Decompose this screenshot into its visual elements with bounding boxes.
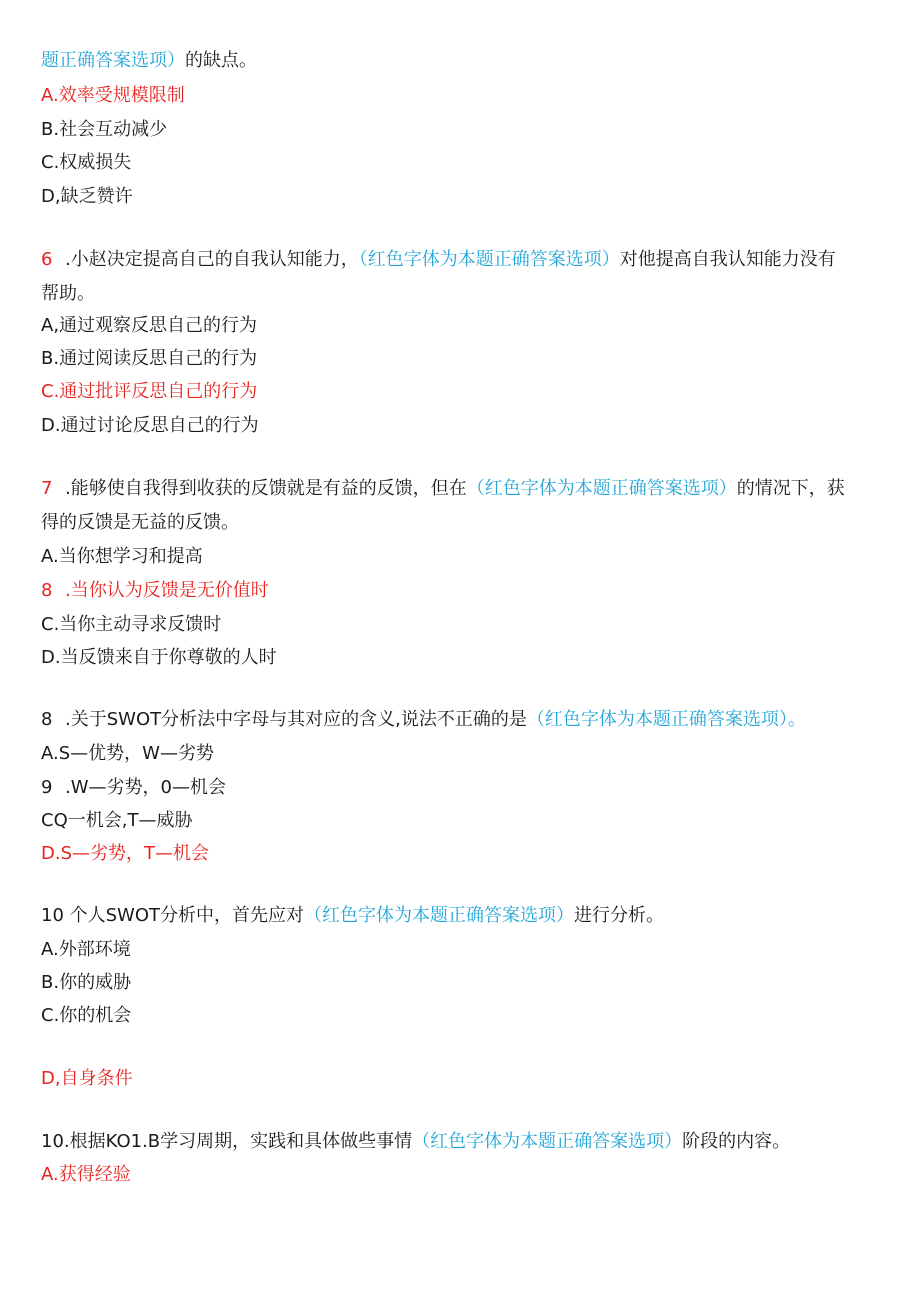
q8-number: 8: [41, 709, 53, 730]
option-number: 9: [41, 777, 53, 798]
q10-swot-option-a: A.外部环境: [41, 939, 131, 960]
stem-text: .小赵决定提高自己的自我认知能力，: [65, 249, 359, 270]
q10-cycle-stem: [41, 1129, 870, 1155]
q6-option-c: C.通过批评反思自己的行为: [41, 381, 258, 402]
q8-option-d: D.S—劣势，T—机会: [41, 843, 210, 864]
answer-placeholder: （红色字体为本题正确答案选项）: [358, 249, 620, 270]
q10-swot-option-b: B.你的威胁: [41, 972, 132, 993]
stem-text: 进行分析。: [574, 905, 665, 926]
answer-placeholder: （红色字体为本题正确答案选项）: [412, 1131, 683, 1152]
q6-option-a: A,通过观察反思自己的行为: [41, 315, 258, 336]
q10-swot-option-c: C.你的机会: [41, 1005, 132, 1026]
stem-text: 的情况下，获: [736, 478, 845, 499]
q6-stem-cont: 帮助。: [41, 283, 95, 304]
stem-text: 10 个人SWOT分析中，首先应对: [41, 905, 305, 926]
q7-number: 7: [41, 478, 53, 499]
stem-text: .能够使自我得到收获的反馈就是有益的反馈，但在: [65, 478, 467, 499]
stem-text: 10.根据KO1.B学习周期，实践和具体做些事情: [41, 1131, 413, 1152]
stem-text: .关于SWOT分析法中字母与其对应的含义,说法不正确的是: [65, 709, 527, 730]
stem-text: 的缺点。: [185, 50, 257, 71]
answer-placeholder: （红色字体为本题正确答案选项）: [304, 905, 575, 926]
q8-option-c: CQ一机会,T—威胁: [41, 810, 193, 831]
q7-option-a: A.当你想学习和提高: [41, 546, 203, 567]
q5-option-b: B.社会互动减少: [41, 119, 168, 140]
q6-option-b: B.通过阅读反思自己的行为: [41, 348, 258, 369]
q10-swot-stem: [41, 903, 870, 929]
option-text: .当你认为反馈是无价值时: [65, 580, 269, 601]
q6-option-d: D.通过讨论反思自己的行为: [41, 415, 259, 436]
q8-option-a: A.S—优势，W—劣势: [41, 743, 214, 764]
q7-stem-cont: 得的反馈是无益的反馈。: [41, 512, 239, 533]
q6-stem: [41, 247, 870, 273]
q10-cycle-option-a: A.获得经验: [41, 1164, 131, 1185]
option-number: 8: [41, 580, 53, 601]
q5-stem-tail: [41, 48, 870, 74]
answer-placeholder: （红色字体为本题正确答案选项）: [526, 709, 788, 730]
q8-option-b: [41, 775, 870, 801]
q7-stem: [41, 476, 870, 502]
stem-text: 。: [787, 709, 806, 730]
q10-swot-option-d: D,自身条件: [41, 1068, 133, 1089]
answer-placeholder: 题正确答案选项）: [41, 50, 185, 71]
q7-option-c: C.当你主动寻求反馈时: [41, 614, 222, 635]
q5-option-a: A.效率受规模限制: [41, 85, 185, 106]
q7-option-b: [41, 578, 870, 604]
q5-option-c: C.权威损失: [41, 152, 132, 173]
q5-option-d: D,缺乏赞许: [41, 186, 133, 207]
q6-number: 6: [41, 249, 53, 270]
q8-stem: [41, 707, 870, 733]
stem-text: 阶段的内容。: [682, 1131, 791, 1152]
answer-placeholder: （红色字体为本题正确答案选项）: [466, 478, 737, 499]
stem-text: 对他提高自我认知能力没有: [619, 249, 836, 270]
option-text: .W—劣势，0—机会: [65, 777, 226, 798]
q7-option-d: D.当反馈来自于你尊敬的人时: [41, 647, 277, 668]
